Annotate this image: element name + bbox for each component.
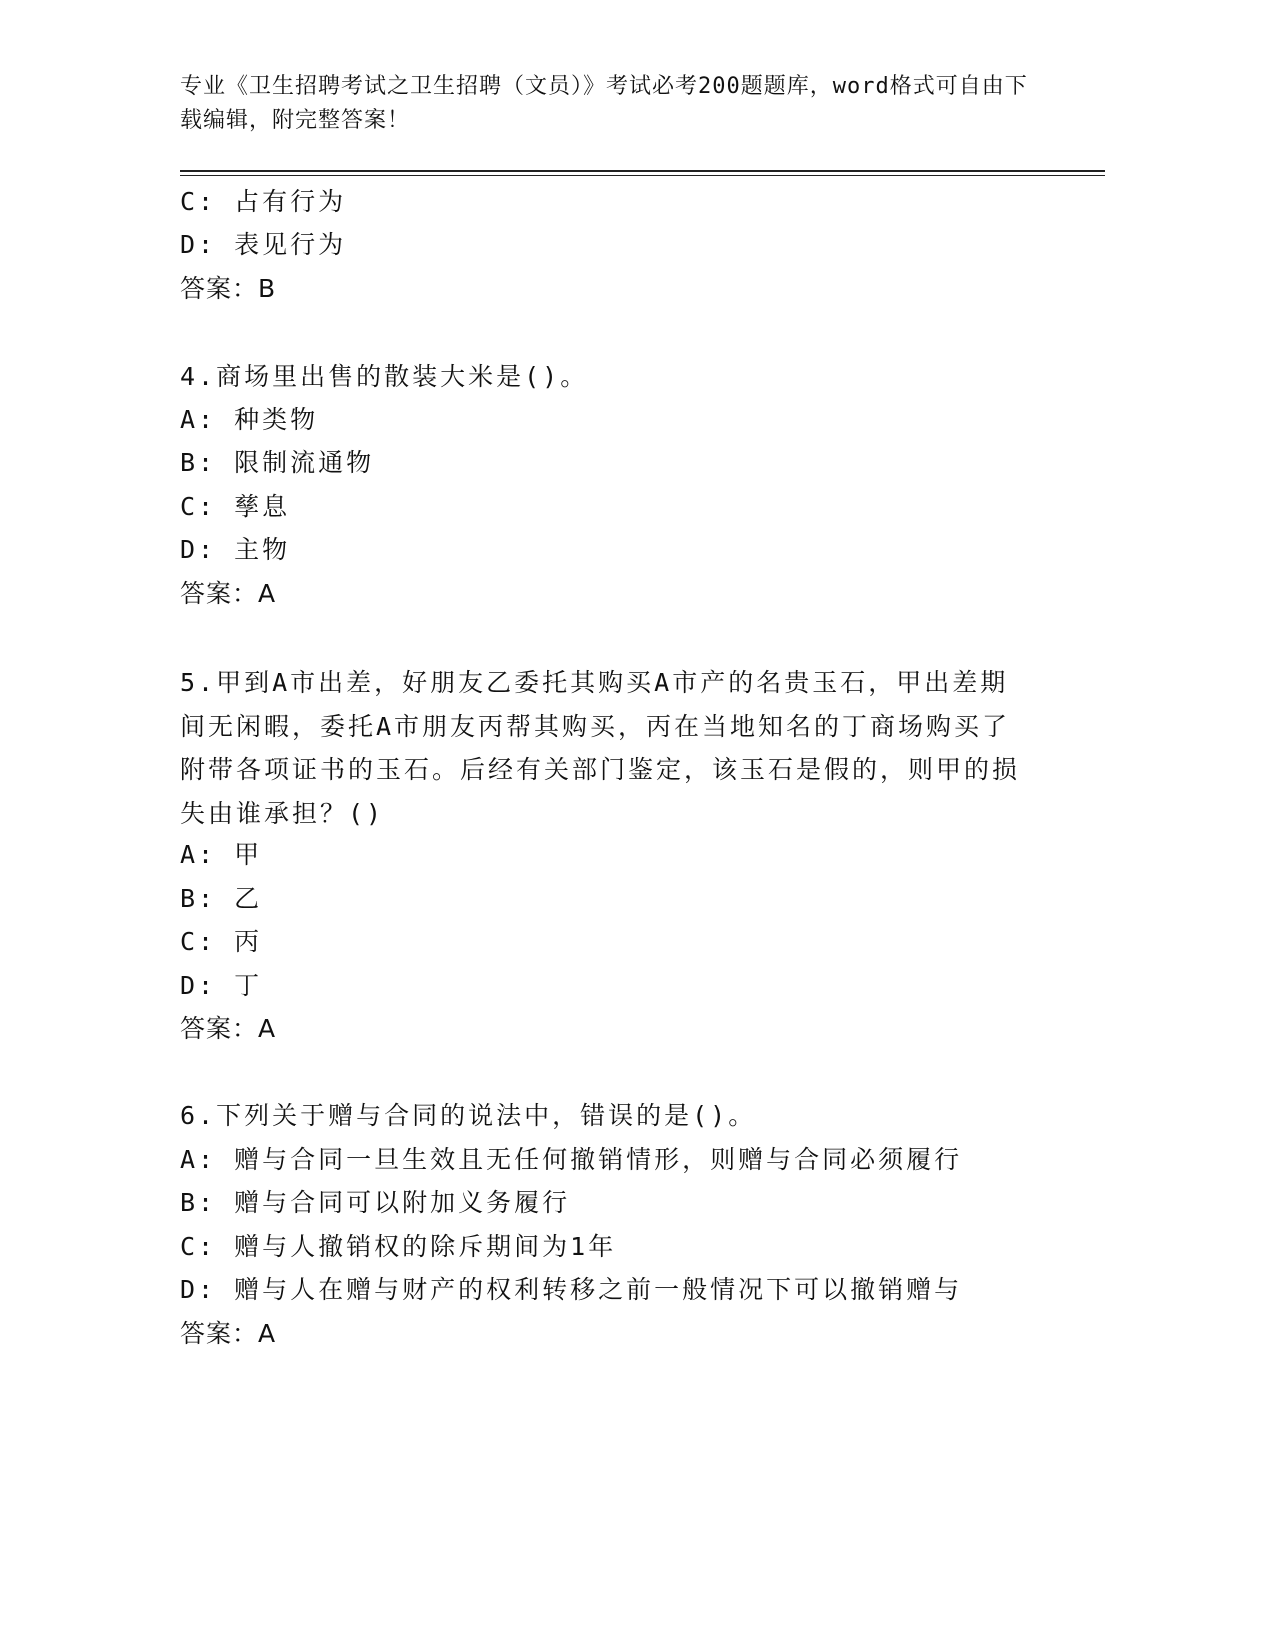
option-d: D: 丁 [180, 971, 263, 1000]
option-c: C: 占有行为 [180, 187, 347, 216]
header-divider [180, 170, 1105, 172]
option-b: B: 乙 [180, 884, 263, 913]
option-a: A: 种类物 [180, 405, 319, 434]
question-stem: 6.下列关于赠与合同的说法中，错误的是()。 [180, 1101, 757, 1130]
header-divider-thin [180, 175, 1105, 176]
option-b: B: 赠与合同可以附加义务履行 [180, 1188, 571, 1217]
option-b: B: 限制流通物 [180, 448, 375, 477]
answer: 答案：A [180, 1319, 277, 1348]
answer: 答案：A [180, 1014, 277, 1043]
question-stem: 5.甲到A市出差，好朋友乙委托其购买A市产的名贵玉石，甲出差期间无闲暇，委托A市朋友丙帮其购买，丙在当地知名的丁商场购买了附带各项证书的玉石。后经有关部门鉴定，该玉石是假的，则甲的损失由谁承担？() [180, 668, 1021, 828]
option-a: A: 赠与合同一旦生效且无任何撤销情形，则赠与合同必须履行 [180, 1145, 963, 1174]
option-c: C: 孳息 [180, 492, 291, 521]
option-d: D: 赠与人在赠与财产的权利转移之前一般情况下可以撤销赠与 [180, 1275, 963, 1304]
option-c: C: 丙 [180, 927, 263, 956]
answer: 答案：B [180, 274, 277, 303]
option-a: A: 甲 [180, 840, 263, 869]
question-stem: 4.商场里出售的散装大米是()。 [180, 362, 589, 391]
option-d: D: 表见行为 [180, 230, 347, 259]
answer: 答案：A [180, 579, 277, 608]
option-c: C: 赠与人撤销权的除斥期间为1年 [180, 1232, 617, 1261]
option-d: D: 主物 [180, 535, 291, 564]
document-header: 专业《卫生招聘考试之卫生招聘（文员）》考试必考200题题库，word格式可自由下载编辑，附完整答案！ [180, 74, 1028, 133]
